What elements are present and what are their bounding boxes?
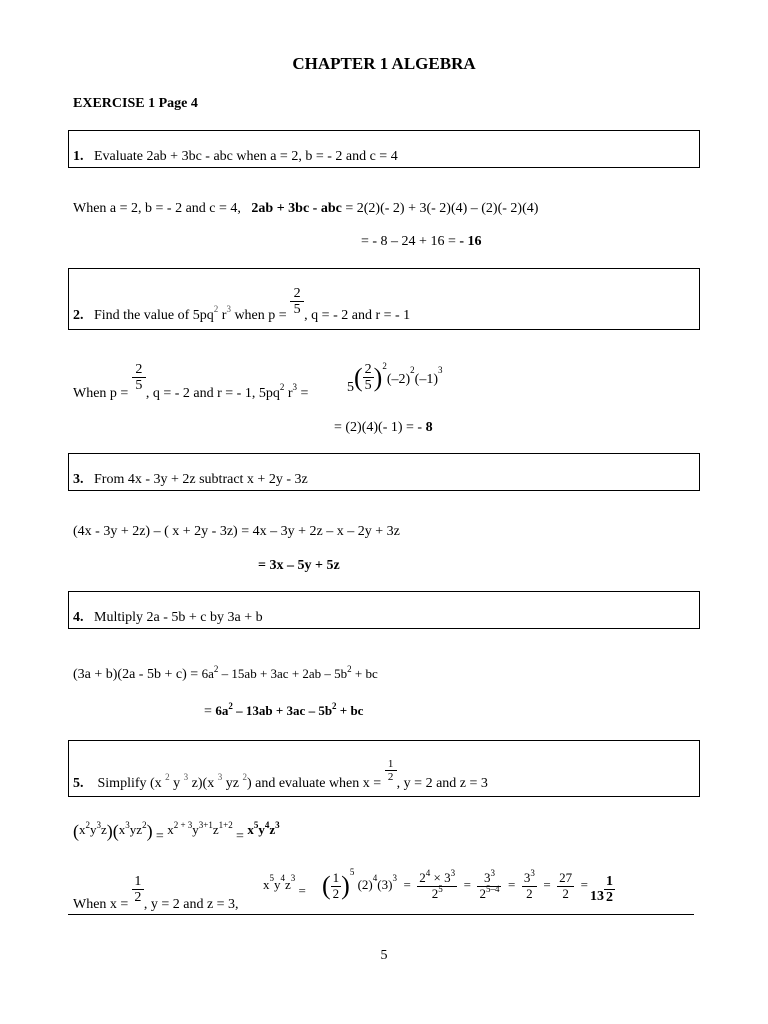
- q4-ans-c: + bc: [336, 703, 364, 718]
- q4-ans-b: – 13ab + 3ac – 5b: [232, 703, 333, 718]
- q5-s1-ans1e: 5: [253, 819, 259, 830]
- q2-big-five: 5: [347, 380, 354, 396]
- question-2-text-b: r: [218, 308, 227, 323]
- q1-sol-eq2: = - 8 – 24 + 16 =: [361, 234, 460, 249]
- q2-sol-b: , q = - 2 and r = - 1, 5pq: [145, 386, 280, 401]
- q4-sol-rhs-exp2: 2: [347, 664, 352, 674]
- q5-s1-m3: z: [212, 821, 219, 837]
- question-5-text-c: z)(x: [188, 776, 218, 791]
- q5-s1-m1e: 2 + 3: [173, 819, 193, 830]
- q5-s2-f3: [522, 868, 537, 901]
- q5-s2-x: x: [263, 877, 270, 892]
- q5-f3-den: 2: [526, 885, 533, 901]
- q3-solution-line-1: (4x - 3y + 2z) – ( x + 2y - 3z) = 4x – 3y + 2z – x – 2y + 3z: [73, 524, 400, 539]
- question-2-number: 2.: [73, 308, 84, 323]
- question-5-number: 5.: [73, 776, 84, 791]
- bottom-rule: [68, 914, 694, 915]
- q2-sol-c: r: [284, 386, 293, 401]
- q5-exp4: 2: [242, 772, 247, 782]
- q5-s1-r2: yz: [129, 821, 143, 837]
- q5-s2-fden: 2: [134, 890, 142, 906]
- q5-f2-num-e: 3: [490, 868, 495, 879]
- question-1-text: Evaluate 2ab + 3bc - abc when a = 2, b = - 2 and c = 4: [94, 149, 398, 164]
- q4-sol-rhs-a: 6a: [201, 666, 214, 681]
- q5-f2-den-e: 5–4: [485, 883, 500, 894]
- question-2-text-d: , q = - 2 and r = - 1: [304, 308, 411, 323]
- q5-f3-num-e: 3: [530, 868, 535, 879]
- question-5: [73, 758, 488, 791]
- q2-solution-line-1: [73, 362, 308, 401]
- q2-inner-exp: 2: [382, 361, 387, 372]
- q5-s2-three: (3): [377, 877, 393, 892]
- q4-sol-lhs: (3a + b)(2a - 5b + c) =: [73, 667, 202, 682]
- q1-solution-line-2: [361, 234, 482, 250]
- q2-sol-eq2: = (2)(4)(- 1) = -: [334, 420, 426, 435]
- q5-s2-y: y: [274, 877, 281, 892]
- q5-s1-l3: z: [101, 821, 107, 837]
- q5-f1-den: 2: [431, 885, 439, 901]
- q5-f2-den: 2: [479, 885, 486, 901]
- q5-f1-num-e2: 3: [450, 868, 456, 879]
- q5-s2-b: , y = 2 and z = 3,: [143, 897, 239, 912]
- q5-frac-den: 2: [387, 771, 394, 784]
- q5-f1-times: × 3: [430, 870, 451, 886]
- q5-f4-num: 27: [559, 870, 573, 886]
- q5-s1-l2: y: [90, 821, 97, 837]
- q5-s1-m3e: 1+2: [218, 819, 233, 830]
- q5-f4-den: 2: [562, 885, 569, 901]
- q5-s1-l1: x: [79, 821, 86, 837]
- q5-f1-num: 2: [419, 870, 426, 886]
- q4-sol-rhs-c: + bc: [351, 666, 378, 681]
- q4-solution-line-1: [73, 666, 378, 683]
- question-2-exp2: 3: [226, 304, 231, 314]
- question-5-text-d: yz: [222, 776, 243, 791]
- q5-s2-two: (2): [357, 877, 373, 892]
- q1-solution-line-1: [73, 201, 538, 217]
- question-2-text-a: Find the value of 5pq: [94, 308, 214, 323]
- q2-neg-two: (–2): [386, 372, 411, 388]
- question-1-number: 1.: [73, 149, 84, 164]
- q5-s2-f2: [477, 868, 501, 901]
- q5-s1-ans3: z: [269, 821, 276, 837]
- q5-f1-num-e1: 4: [425, 868, 431, 879]
- q5-s2-fnum: 1: [132, 874, 144, 890]
- question-5-text-a: Simplify (x: [97, 776, 166, 791]
- q5-f2-num: 3: [483, 870, 491, 886]
- q5-s1-l2e: 3: [96, 819, 101, 830]
- q1-answer: - 16: [459, 234, 482, 249]
- q5-s2-three-exp: 3: [392, 873, 397, 883]
- q5-s2-a: When x =: [73, 897, 132, 912]
- q2-sol-d: =: [297, 386, 309, 401]
- q5-s1-eq2: =: [235, 828, 248, 844]
- q2-solution-expression: 5( $\frac{2}{5}$ )$^2(-2)^2(-1)^3$: [347, 361, 443, 396]
- q5-s1-l1e: 2: [85, 819, 90, 830]
- q5-s2-z: z: [285, 877, 291, 892]
- q5-s2-fraction: [132, 874, 144, 906]
- q2-neg-one-exp: 3: [438, 365, 443, 376]
- question-4: [73, 610, 263, 626]
- q5-f1-den-e: 5: [438, 883, 443, 894]
- q5-ans-num: 1: [606, 874, 613, 889]
- q5-s2-eq: =: [295, 883, 306, 898]
- q4-answer-line: [204, 703, 363, 720]
- q5-solution-line-2-expr: [263, 866, 306, 897]
- q2-sol-frac-num: 2: [132, 362, 146, 378]
- q5-solution-line-1: $(x^2y^3z)(x^3yz^2) = x^{2 + 3}y^{3+1}z^{1+2} = x^5y^4z^3$: [73, 819, 280, 844]
- q5-ans-whole: 13: [590, 889, 604, 904]
- question-2: [73, 286, 410, 323]
- question-3-number: 3.: [73, 472, 84, 487]
- q5-s1-r1: x: [118, 821, 126, 837]
- q5-solution-line-2: [73, 874, 239, 912]
- q5-fraction: [385, 758, 397, 783]
- q2-sol-exp1: 2: [279, 382, 285, 392]
- question-4-text: Multiply 2a - 5b + c by 3a + b: [94, 610, 263, 625]
- q5-exp1: 2: [165, 772, 170, 782]
- q4-ans-exp2: 2: [332, 701, 337, 711]
- q2-neg-two-exp: 2: [410, 365, 415, 376]
- q5-solution-line-2-calc: ( $\frac{1}{2}$ )$^5$ $(2)^4(3)^3$ = $\frac{2^4 \times 3^3}{2^5}$ = $\frac{3^3}{2^{5-4}}$ = $\frac{3^3}{2}$ = $\frac{27}{2}$ =: [322, 867, 592, 901]
- exercise-heading: EXERCISE 1 Page 4: [73, 96, 198, 111]
- q2-inner-den: 5: [364, 378, 372, 394]
- q5-s2-two-exp: 4: [372, 873, 378, 883]
- q2-inner-fraction: [363, 362, 374, 394]
- q2-frac-num: 2: [290, 286, 304, 302]
- q5-f3-num: 3: [523, 870, 531, 886]
- q5-s2-f1: [417, 868, 457, 901]
- q5-ans-frac: [604, 874, 615, 906]
- q5-s1-r1e: 3: [125, 819, 130, 830]
- q2-sol-a: When p =: [73, 386, 132, 401]
- q5-exp3: 3: [217, 772, 223, 782]
- q4-ans-a: 6a: [215, 703, 229, 718]
- q5-s2-xe: 5: [269, 873, 274, 883]
- q5-s1-ans2: y: [258, 821, 265, 837]
- q2-solution-line-2: [334, 420, 433, 436]
- q2-frac-den: 5: [293, 302, 301, 318]
- q1-sol-eq1: = 2(2)(- 2) + 3(- 2)(4) – (2)(- 2)(4): [345, 201, 539, 216]
- page-title: CHAPTER 1 ALGEBRA: [292, 54, 476, 73]
- q2-sol-fraction: [132, 362, 146, 394]
- q5-final-answer: [590, 874, 615, 906]
- q2-sol-frac-den: 5: [135, 378, 143, 394]
- q1-sol-intro: When a = 2, b = - 2 and c = 4,: [73, 201, 241, 216]
- q5-s1-m1: x: [167, 821, 174, 837]
- q5-s2-half-exp: 5: [349, 867, 355, 877]
- q2-answer: 8: [425, 420, 433, 435]
- question-1: [73, 149, 398, 165]
- q5-s1-r2e: 2: [142, 819, 147, 830]
- q4-ans-eq: =: [204, 704, 216, 719]
- q5-exp2: 3: [183, 772, 189, 782]
- q2-neg-one: (–1): [414, 372, 438, 388]
- q5-s2-f4: [557, 871, 574, 901]
- question-5-text-b: y: [169, 776, 184, 791]
- q5-s1-m2: y: [192, 821, 199, 837]
- q5-frac-num: 1: [385, 758, 397, 771]
- q4-sol-rhs-exp1: 2: [213, 664, 219, 674]
- q5-s2-ze: 3: [290, 873, 296, 883]
- q5-s1-ans1: x: [247, 821, 254, 837]
- question-2-text-c: when p =: [230, 308, 291, 323]
- q5-s2-ye: 4: [280, 873, 285, 883]
- q5-s2-half-den: 2: [332, 885, 340, 901]
- question-3: [73, 472, 308, 488]
- question-2-exp1: 2: [213, 304, 219, 314]
- question-3-text: From 4x - 3y + 2z subtract x + 2y - 3z: [94, 472, 308, 487]
- q5-s2-half-num: 1: [332, 870, 340, 886]
- q5-ans-den: 2: [606, 890, 613, 906]
- q5-s1-eq: =: [155, 828, 168, 844]
- question-4-number: 4.: [73, 610, 84, 625]
- question-5-text-f: , y = 2 and z = 3: [396, 776, 488, 791]
- q3-answer: = 3x – 5y + 5z: [258, 558, 340, 573]
- page-number: 5: [380, 948, 388, 963]
- q4-sol-rhs-b: – 15ab + 3ac + 2ab – 5b: [218, 666, 348, 681]
- q5-s1-ans2e: 4: [264, 819, 270, 830]
- q4-ans-exp1: 2: [228, 701, 233, 711]
- q2-sol-exp2: 3: [292, 382, 297, 392]
- question-2-fraction: [290, 286, 304, 318]
- q1-sol-expr: 2ab + 3bc - abc: [251, 201, 342, 216]
- question-5-text-e: ) and evaluate when x =: [246, 776, 385, 791]
- q5-s2-half: [331, 871, 342, 901]
- q5-s1-ans3e: 3: [275, 819, 280, 830]
- q5-s1-m2e: 3+1: [198, 819, 213, 830]
- q2-inner-num: 2: [364, 362, 372, 377]
